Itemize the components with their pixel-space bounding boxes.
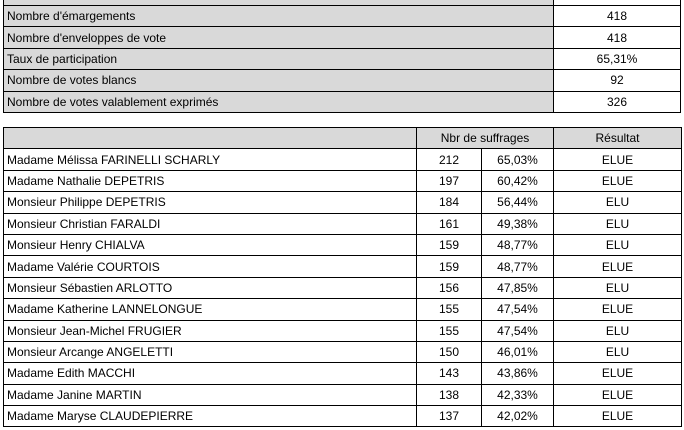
- result-status: ELU: [554, 192, 682, 213]
- votes-header: Nbr de suffrages: [417, 128, 554, 149]
- candidate-name: Madame Janine MARTIN: [4, 384, 417, 405]
- vote-percent: 48,77%: [482, 256, 554, 277]
- result-status: ELU: [554, 341, 682, 362]
- result-status: ELUE: [554, 170, 682, 191]
- vote-count: 212: [417, 149, 482, 170]
- vote-count: 150: [417, 341, 482, 362]
- summary-row: [4, 70, 681, 91]
- vote-count: 159: [417, 234, 482, 255]
- result-status: ELU: [554, 234, 682, 255]
- summary-label: Nombre de votes blancs: [4, 70, 554, 91]
- table-row: [4, 406, 682, 427]
- vote-percent: 47,54%: [482, 299, 554, 320]
- table-row: [4, 277, 682, 298]
- result-status: ELUE: [554, 363, 682, 384]
- summary-row: [4, 48, 681, 69]
- result-header: Résultat: [554, 128, 682, 149]
- result-status: ELUE: [554, 384, 682, 405]
- table-row: [4, 192, 682, 213]
- result-status: ELU: [554, 277, 682, 298]
- table-row: [4, 363, 682, 384]
- table-row: [4, 149, 682, 170]
- summary-value: 92: [554, 70, 681, 91]
- vote-percent: 46,01%: [482, 341, 554, 362]
- vote-percent: 47,85%: [482, 277, 554, 298]
- vote-percent: 47,54%: [482, 320, 554, 341]
- result-status: ELUE: [554, 406, 682, 427]
- table-row: [4, 384, 682, 405]
- results-table: [3, 127, 682, 427]
- summary-label: Taux de participation: [4, 48, 554, 69]
- table-row: [4, 213, 682, 234]
- vote-count: 143: [417, 363, 482, 384]
- summary-label: Nombre d'émargements: [4, 6, 554, 27]
- vote-percent: 60,42%: [482, 170, 554, 191]
- results-header-row: [4, 128, 682, 149]
- vote-percent: 42,02%: [482, 406, 554, 427]
- vote-count: 155: [417, 299, 482, 320]
- candidate-name: Monsieur Sébastien ARLOTTO: [4, 277, 417, 298]
- candidate-name: Madame Katherine LANNELONGUE: [4, 299, 417, 320]
- vote-percent: 49,38%: [482, 213, 554, 234]
- result-status: ELU: [554, 320, 682, 341]
- result-status: ELU: [554, 213, 682, 234]
- vote-percent: 43,86%: [482, 363, 554, 384]
- summary-value: 65,31%: [554, 48, 681, 69]
- candidate-name: Monsieur Philippe DEPETRIS: [4, 192, 417, 213]
- summary-row: [4, 27, 681, 48]
- summary-row: [4, 6, 681, 27]
- candidate-name: Monsieur Henry CHIALVA: [4, 234, 417, 255]
- candidate-name: Madame Nathalie DEPETRIS: [4, 170, 417, 191]
- summary-value: 418: [554, 6, 681, 27]
- vote-count: 138: [417, 384, 482, 405]
- summary-label: Nombre d'enveloppes de vote: [4, 27, 554, 48]
- result-status: ELUE: [554, 256, 682, 277]
- table-row: [4, 341, 682, 362]
- vote-count: 155: [417, 320, 482, 341]
- candidate-name: Monsieur Arcange ANGELETTI: [4, 341, 417, 362]
- vote-count: 197: [417, 170, 482, 191]
- candidate-name: Madame Edith MACCHI: [4, 363, 417, 384]
- vote-count: 161: [417, 213, 482, 234]
- table-row: [4, 256, 682, 277]
- vote-count: 156: [417, 277, 482, 298]
- candidate-name: Monsieur Christian FARALDI: [4, 213, 417, 234]
- result-status: ELUE: [554, 299, 682, 320]
- result-status: ELUE: [554, 149, 682, 170]
- results-body: [4, 149, 682, 427]
- candidate-name: Monsieur Jean-Michel FRUGIER: [4, 320, 417, 341]
- vote-percent: 65,03%: [482, 149, 554, 170]
- table-row: [4, 170, 682, 191]
- summary-value: 326: [554, 91, 681, 112]
- vote-percent: 56,44%: [482, 192, 554, 213]
- table-row: [4, 234, 682, 255]
- table-row: [4, 320, 682, 341]
- vote-count: 137: [417, 406, 482, 427]
- vote-percent: 42,33%: [482, 384, 554, 405]
- candidate-name: Madame Valérie COURTOIS: [4, 256, 417, 277]
- summary-value: 418: [554, 27, 681, 48]
- vote-count: 159: [417, 256, 482, 277]
- table-row: [4, 299, 682, 320]
- vote-count: 184: [417, 192, 482, 213]
- candidate-header: [4, 128, 417, 149]
- summary-label: Nombre de votes valablement exprimés: [4, 91, 554, 112]
- candidate-name: Madame Mélissa FARINELLI SCHARLY: [4, 149, 417, 170]
- vote-percent: 48,77%: [482, 234, 554, 255]
- summary-table: [3, 0, 681, 113]
- candidate-name: Madame Maryse CLAUDEPIERRE: [4, 406, 417, 427]
- summary-row: [4, 91, 681, 112]
